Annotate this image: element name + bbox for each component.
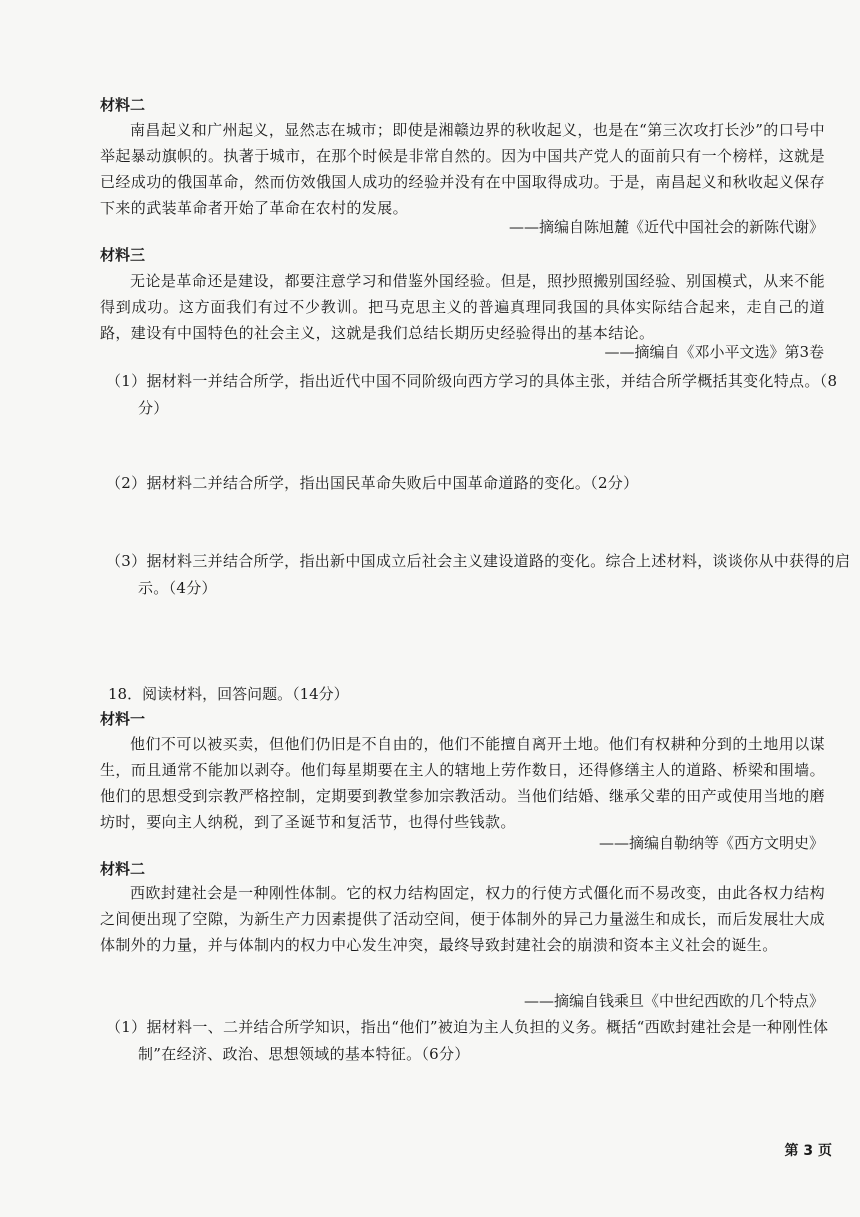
q18-material-2-heading: 材料二 [100, 860, 146, 878]
material-3-heading: 材料三 [100, 246, 146, 264]
q18-material-1-heading: 材料一 [100, 710, 146, 728]
q18-material-2-text: 西欧封建社会是一种刚性体制。它的权力结构固定，权力的行使方式僵化而不易改变，由此各权力结构之间便出现了空隙，为新生产力因素提供了活动空间，便于体制外的异己力量滋生和成长，而后发展壮大成体制外的力量，并与体制内的权力中心发生冲突，最终导致封建社会的崩溃和资本主义社会的诞生。 [100, 884, 825, 954]
q18-question-1: （1）据材料一、二并结合所学知识，指出“他们”被迫为主人负担的义务。概括“西欧封建社会是一种刚性体制”在经济、政治、思想领域的基本特征。（6分） [106, 1018, 829, 1063]
q18-material-1-source: ——摘编自勒纳等《西方文明史》 [598, 834, 824, 852]
q18-material-2-source: ——摘编自钱乘旦《中世纪西欧的几个特点》 [523, 992, 824, 1010]
material-3-text: 无论是革命还是建设，都要注意学习和借鉴外国经验。但是，照抄照搬别国经验、别国模式，从来不能得到成功。这方面我们有过不少教训。把马克思主义的普遍真理同我国的具体实际结合起来，走自己的道路，建设有中国特色的社会主义，这就是我们总结长期历史经验得出的基本结论。 [100, 272, 825, 342]
question-1: （1）据材料一并结合所学，指出近代中国不同阶级向西方学习的具体主张，并结合所学概括其变化特点。（8分） [106, 372, 838, 417]
question-3: （3）据材料三并结合所学，指出新中国成立后社会主义建设道路的变化。综合上述材料，谈谈你从中获得的启示。（4分） [106, 552, 851, 597]
question-2: （2）据材料二并结合所学，指出国民革命失败后中国革命道路的变化。（2分） [106, 474, 639, 492]
material-2-source: ——摘编自陈旭麓《近代中国社会的新陈代谢》 [508, 218, 824, 236]
material-3-source: ——摘编自《邓小平文选》第3卷 [604, 343, 824, 361]
material-2-text: 南昌起义和广州起义，显然志在城市；即使是湘赣边界的秋收起义，也是在“第三次攻打长沙”的口号中举起暴动旗帜的。执著于城市，在那个时候是非常自然的。因为中国共产党人的面前只有一个榜样，这就是已经成功的俄国革命，然而仿效俄国人成功的经验并没有在中国取得成功。于是，南昌起义和秋收起义保存下来的武装革命者开始了革命在农村的发展。 [100, 121, 825, 217]
question-18-title: 18．阅读材料，回答问题。（14分） [108, 685, 349, 703]
material-2-heading: 材料二 [100, 96, 146, 114]
page-number: 第 3 页 [784, 1143, 832, 1159]
q18-material-1-text: 他们不可以被买卖，但他们仍旧是不自由的，他们不能擅自离开土地。他们有权耕种分到的土地用以谋生，而且通常不能加以剥夺。他们每星期要在主人的辖地上劳作数日，还得修缮主人的道路、桥梁和围墙。他们的思想受到宗教严格控制，定期要到教堂参加宗教活动。当他们结婚、继承父辈的田产或使用当地的磨坊时，要向主人纳税，到了圣诞节和复活节，也得付些钱款。 [100, 735, 825, 831]
